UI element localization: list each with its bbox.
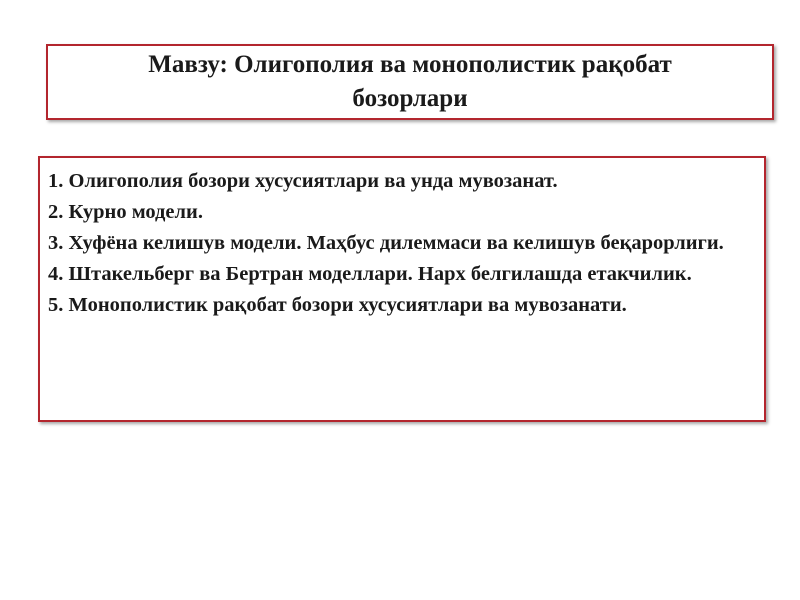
topic-item-5: 5. Монополистик рақобат бозори хусусиятлари ва мувозанати. <box>48 294 627 316</box>
title-box <box>46 44 774 120</box>
topics-list <box>48 166 756 321</box>
topic-item-4: 4. Штакельберг ва Бертран моделлари. Нарх белгилашда етакчилик. <box>48 263 692 285</box>
topic-item-1: 1. Олигополия бозори хусусиятлари ва унда мувозанат. <box>48 170 558 192</box>
slide-title: Мавзу: Олигополия ва монополистик рақобат бозорлари <box>148 51 672 112</box>
topic-item-2: 2. Курно модели. <box>48 201 203 223</box>
topic-item-3: 3. Хуфёна келишув модели. Маҳбус дилеммаси ва келишув беқарорлиги. <box>48 232 724 254</box>
topics-box <box>38 156 766 422</box>
